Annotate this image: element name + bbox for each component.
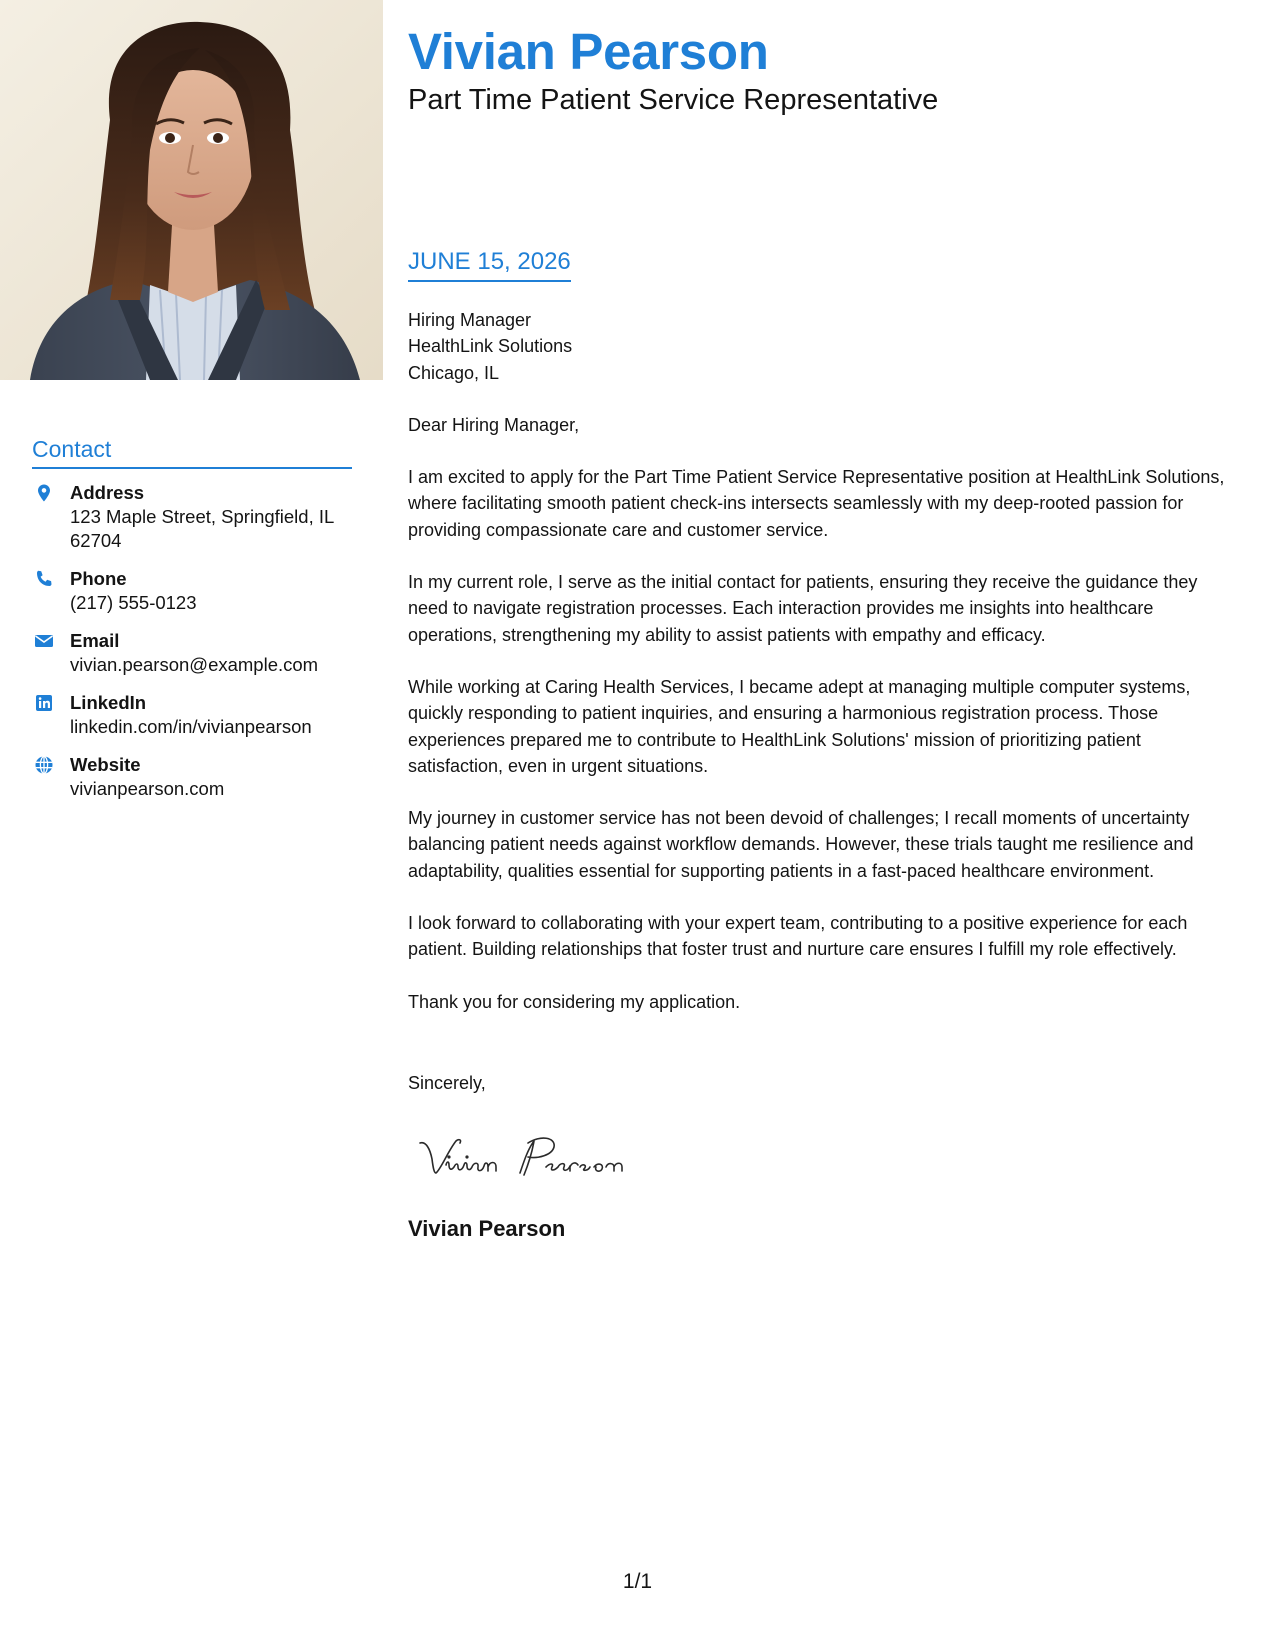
salutation: Dear Hiring Manager,: [408, 414, 580, 435]
recipient-line: Chicago, IL: [408, 362, 500, 383]
phone-label: Phone: [70, 568, 127, 589]
letter-paragraph: I am excited to apply for the Part Time Patient Service Representative position at HealthLink Solutions, where facilitating smooth patient check-ins intersects seamlessly with my deep-rooted passion for providing compassionate care and customer service.: [408, 467, 1225, 540]
handwritten-signature: [416, 1129, 676, 1189]
location-pin-icon: [34, 483, 54, 503]
profile-photo: [0, 0, 383, 380]
recipient-line: HealthLink Solutions: [408, 336, 573, 357]
sign-off: Sincerely,: [408, 1073, 486, 1093]
email-label: Email: [70, 630, 120, 651]
linkedin-value[interactable]: linkedin.com/in/vivianpearson: [70, 716, 312, 737]
portrait-photo: [0, 0, 383, 380]
email-value[interactable]: vivian.pearson@example.com: [70, 654, 319, 675]
letter-paragraph: In my current role, I serve as the initial contact for patients, ensuring they receive the guidance they need to navigate registration processes. Each interaction provides me insights into healthcare operations, strengthening my ability to assist patients with empathy and efficacy.: [408, 572, 1198, 645]
recipient-block: [408, 307, 1240, 386]
job-title: Part Time Patient Service Representative: [408, 84, 939, 116]
address-label: Address: [70, 482, 145, 503]
linkedin-label: LinkedIn: [70, 692, 147, 713]
letter-paragraph: My journey in customer service has not been devoid of challenges; I recall moments of uncertainty balancing patient needs against workflow demands. However, these trials taught me resilience and adaptability, qualities essential for supporting patients in a fast-paced healthcare environment.: [408, 808, 1194, 881]
contact-phone: [32, 567, 352, 615]
phone-value[interactable]: (217) 555-0123: [70, 592, 197, 613]
contact-address: [32, 481, 352, 553]
letter-body: [408, 307, 1240, 1015]
contact-linkedin: [32, 691, 352, 739]
contact-website: [32, 753, 352, 801]
signed-name: Vivian Pearson: [408, 1216, 566, 1241]
letter-paragraph: Thank you for considering my application.: [408, 991, 741, 1012]
website-value[interactable]: vivianpearson.com: [70, 778, 225, 799]
signature-icon: [416, 1129, 676, 1189]
email-icon: [34, 631, 54, 651]
contact-section: [32, 436, 352, 815]
page-number: 1/1: [622, 1570, 653, 1593]
applicant-name: Vivian Pearson: [408, 23, 769, 80]
letter-paragraph: I look forward to collaborating with your expert team, contributing to a positive experience for each patient. Building relationships that foster trust and nurture care ensures I fulfill my role effectively.: [408, 913, 1188, 960]
address-value: 123 Maple Street, Springfield, IL 62704: [70, 506, 334, 551]
recipient-line: Hiring Manager: [408, 310, 532, 330]
letter-date: JUNE 15, 2026: [408, 248, 571, 282]
website-label: Website: [70, 754, 141, 775]
phone-icon: [34, 569, 54, 589]
globe-icon: [34, 755, 54, 775]
letter-paragraph: While working at Caring Health Services, I became adept at managing multiple computer systems, quickly responding to patient inquiries, and ensuring a harmonious registration process. Those experiences prepared me to contribute to HealthLink Solutions' mission of prioritizing patient satisfaction, even in urgent situations.: [408, 676, 1191, 776]
contact-heading: Contact: [32, 436, 352, 469]
contact-email: [32, 629, 352, 677]
linkedin-icon: [34, 693, 54, 713]
